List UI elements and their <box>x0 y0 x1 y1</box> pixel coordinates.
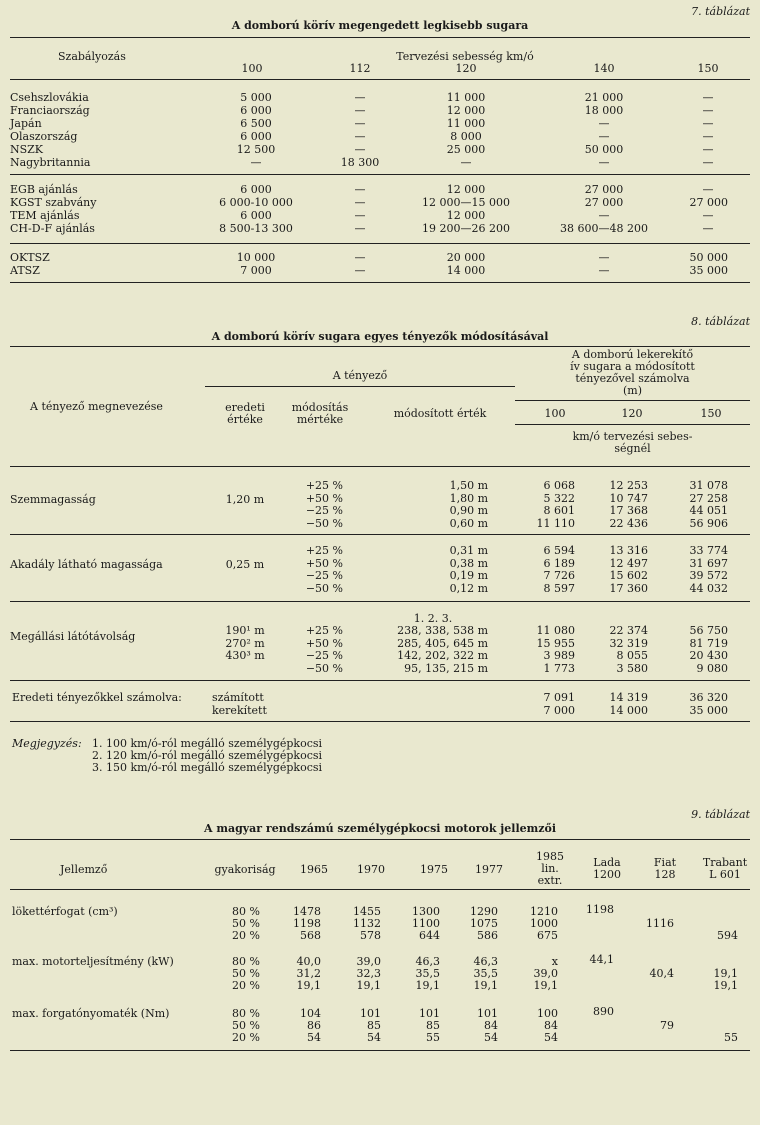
table-cell: 6 594 <box>543 544 575 557</box>
t9-lada-value: 44,1 <box>589 953 614 966</box>
table-cell: 56 750 <box>689 624 728 637</box>
table-cell: 25 000 <box>446 143 486 156</box>
table-cell: — <box>354 251 366 264</box>
t9-header-year-1970: 1970 <box>357 863 385 876</box>
table-cell: 101 <box>477 1007 498 1020</box>
table-cell: — <box>354 143 366 156</box>
table-cell: 1000 <box>530 917 558 930</box>
table-9-label: 9. táblázat <box>691 808 750 821</box>
table-cell: 101 <box>419 1007 440 1020</box>
table-9-title: A magyar rendszámú személygépkocsi motorok jellemzői <box>203 822 557 835</box>
table-cell: — <box>702 130 714 143</box>
table-cell: 6 189 <box>543 556 575 570</box>
table-cell: 39 572 <box>689 569 728 582</box>
t8-header-radius-3: tényezővel számolva <box>575 372 690 385</box>
t8-modified-value: 142, 202, 322 m <box>397 649 488 662</box>
table-row-label: Szemmagasság <box>10 493 96 506</box>
table-cell: 20 430 <box>689 649 728 662</box>
t8-modified-value: 95, 135, 215 m <box>404 661 488 675</box>
table-cell: 31,2 <box>296 967 321 980</box>
table-cell: 31 697 <box>689 556 728 570</box>
table-cell: 7 726 <box>543 569 575 582</box>
t8-mod-value: −25 % <box>305 649 343 662</box>
table-cell: 5 000 <box>240 91 272 104</box>
table-row-label: Akadály látható magassága <box>10 558 163 571</box>
t9-header-trabant: Trabant <box>702 856 748 869</box>
t9-header-1985: lin. <box>541 862 559 875</box>
table-cell: 10 747 <box>609 491 648 505</box>
table-cell: 44 051 <box>689 504 728 517</box>
table-cell: 84 <box>544 1019 558 1032</box>
table-cell: 8 000 <box>450 130 482 143</box>
table-cell: 54 <box>367 1031 381 1044</box>
table-cell: 27 000 <box>584 183 624 196</box>
t8-final-row-label: számított <box>212 691 264 704</box>
table-cell: 55 <box>426 1031 440 1044</box>
table-cell: 18 300 <box>340 156 380 169</box>
t7-header-speed: Tervezési sebesség km/ó <box>396 50 534 63</box>
table-cell: 44 032 <box>689 581 728 595</box>
table-cell: — <box>702 117 714 130</box>
t9-frequency: 20 % <box>232 979 260 992</box>
t8-note: 1. 100 km/ó-ról megálló személygépkocsi <box>92 737 323 750</box>
table-cell: 27 000 <box>584 196 624 209</box>
t8-mod-value: +50 % <box>305 556 343 570</box>
t8-orig-value: 190¹ m <box>225 624 265 637</box>
t8-modified-value: 0,31 m <box>449 544 488 557</box>
t7-speed-150: 150 <box>697 62 719 75</box>
table-cell: 8 055 <box>616 649 648 662</box>
t9-header-fiat: Fiat <box>653 856 677 869</box>
t9-lada-value: 890 <box>593 1005 614 1018</box>
table-cell: — <box>460 156 472 169</box>
table-cell: 17 368 <box>609 504 648 517</box>
table-cell: 12 000 <box>446 104 486 117</box>
t8-subhead: 1. 2. 3. <box>413 612 453 625</box>
table-cell: 644 <box>419 929 440 942</box>
table-row-label: Csehszlovákia <box>10 91 89 104</box>
table-cell: 11 110 <box>536 516 575 530</box>
table-cell: 32,3 <box>356 967 381 980</box>
table-cell: 12 497 <box>609 556 648 570</box>
t8-orig-value: 270² m <box>225 636 265 650</box>
table-cell: 19,1 <box>415 979 440 992</box>
t8-modified-value: 0,12 m <box>449 581 488 595</box>
t8-mod-value: −50 % <box>305 661 343 675</box>
t8-final-label: Eredeti tényezőkkel számolva: <box>12 691 182 704</box>
table-cell: 5 322 <box>543 491 575 505</box>
t8-modified-value: 0,19 m <box>449 569 488 582</box>
table-cell: 6 000 <box>240 183 272 196</box>
t8-modified-value: 0,60 m <box>449 516 488 530</box>
table-cell: 19,1 <box>356 979 381 992</box>
table-row-label: EGB ajánlás <box>10 183 78 196</box>
t9-header-1985: extr. <box>537 874 563 887</box>
t8-mod-value: −25 % <box>305 504 343 517</box>
table-cell: 6 000 <box>240 209 272 222</box>
table-cell: 586 <box>477 929 498 942</box>
table-row-label: ATSZ <box>10 264 40 277</box>
table-cell: 20 000 <box>446 251 486 264</box>
table-cell: 1455 <box>353 905 381 918</box>
t8-mod-value: −25 % <box>305 569 343 582</box>
t9-trabant-value: 19,1 <box>713 979 738 992</box>
table-cell: 54 <box>307 1031 321 1044</box>
t9-trabant-value: 19,1 <box>713 967 738 980</box>
t8-mod-value: +50 % <box>305 636 343 650</box>
t9-header-year-1965: 1965 <box>300 863 328 876</box>
t9-header-freq: gyakoriság <box>214 863 276 876</box>
table-cell: 1132 <box>353 917 381 930</box>
t9-frequency: 50 % <box>232 1019 260 1032</box>
table-cell: — <box>598 251 610 264</box>
table-cell: — <box>250 156 262 169</box>
t8-mod-value: −50 % <box>305 516 343 530</box>
table-cell: 54 <box>484 1031 498 1044</box>
table-cell: — <box>702 156 714 169</box>
t8-modified-value: 1,80 m <box>449 491 488 505</box>
table-cell: 9 080 <box>696 661 728 675</box>
table-cell: 33 774 <box>689 544 728 557</box>
table-cell: 8 597 <box>543 581 575 595</box>
table-cell: 39,0 <box>533 967 558 980</box>
table-cell: 39,0 <box>356 955 381 968</box>
t9-header-char: Jellemző <box>60 863 108 876</box>
t8-header-orig-1: eredeti <box>225 401 265 414</box>
t8-orig-value: 1,20 m <box>225 493 265 506</box>
table-cell: 11 080 <box>536 624 575 637</box>
rule <box>10 1050 750 1051</box>
table-cell: 1 773 <box>543 661 575 675</box>
t8-header-mod-2: mértéke <box>296 413 344 426</box>
table-cell: 50 000 <box>584 143 624 156</box>
t9-frequency: 20 % <box>232 929 260 942</box>
table-cell: 46,3 <box>415 955 440 968</box>
table-cell: — <box>702 104 714 117</box>
table-cell: 1300 <box>412 905 440 918</box>
table-cell: — <box>354 91 366 104</box>
table-cell: 14 319 <box>609 691 648 704</box>
table-cell: 18 000 <box>584 104 624 117</box>
table-cell: — <box>354 117 366 130</box>
table-cell: — <box>702 222 714 235</box>
table-cell: 3 580 <box>616 661 648 675</box>
table-cell: — <box>354 222 366 235</box>
t8-header-radius-4: (m) <box>622 384 642 397</box>
rule <box>10 839 750 840</box>
table-row-label: NSZK <box>10 143 44 156</box>
table-cell: 101 <box>360 1007 381 1020</box>
table-cell: 35 000 <box>689 264 728 277</box>
table-cell: 31 078 <box>689 479 728 492</box>
table-cell: — <box>354 183 366 196</box>
t8-header-modval: módosított érték <box>393 407 487 420</box>
table-cell: — <box>598 264 610 277</box>
table-cell: 6 068 <box>543 479 575 492</box>
table-row-label: Megállási látótávolság <box>10 630 136 643</box>
table-cell: 1478 <box>293 905 321 918</box>
table-cell: 12 000 <box>446 209 486 222</box>
table-cell: — <box>702 183 714 196</box>
table-cell: 50 000 <box>689 251 728 264</box>
table-cell: 35,5 <box>415 967 440 980</box>
t9-trabant-value: 55 <box>724 1031 738 1044</box>
table-cell: 11 000 <box>446 91 486 104</box>
table-cell: — <box>702 143 714 156</box>
table-row-label: Japán <box>10 117 42 130</box>
table-cell: 22 436 <box>609 516 648 530</box>
t8-speed-120: 120 <box>621 407 643 420</box>
table-8-title: A domború körív sugara egyes tényezők módosításával <box>211 330 549 343</box>
table-cell: 14 000 <box>609 704 648 717</box>
table-cell: 7 000 <box>240 264 272 277</box>
table-cell: x <box>551 955 558 968</box>
table-8-label: 8. táblázat <box>691 315 750 328</box>
t9-frequency: 50 % <box>232 967 260 980</box>
table-cell: 21 000 <box>584 91 624 104</box>
t8-speed-150: 150 <box>700 407 722 420</box>
table-cell: 84 <box>484 1019 498 1032</box>
table-cell: 13 316 <box>609 544 648 557</box>
t9-header-trabant: L 601 <box>709 868 741 881</box>
table-cell: 27 258 <box>689 491 728 505</box>
table-cell: 8 601 <box>543 504 575 517</box>
table-cell: — <box>598 117 610 130</box>
table-cell: 6 000-10 000 <box>219 196 293 209</box>
table-row-label: max. motorteljesítmény (kW) <box>12 955 174 968</box>
table-cell: 7 000 <box>543 704 575 717</box>
table-cell: 54 <box>544 1031 558 1044</box>
t8-header-speedunit-1: km/ó tervezési sebes- <box>572 430 693 443</box>
t9-frequency: 80 % <box>232 955 260 968</box>
table-cell: 35 000 <box>689 704 728 717</box>
t8-header-name: A tényező megnevezése <box>30 400 163 413</box>
table-cell: — <box>702 209 714 222</box>
t8-mod-value: +50 % <box>305 491 343 505</box>
t9-trabant-value: 594 <box>717 929 738 942</box>
t8-header-speedunit-2: ségnél <box>614 442 651 455</box>
t9-header-year-1977: 1977 <box>475 863 503 876</box>
t8-header-radius-2: ív sugara a módosított <box>570 360 695 373</box>
table-cell: 12 253 <box>609 479 648 492</box>
table-row-label: CH-D-F ajánlás <box>10 222 95 235</box>
t8-modified-value: 238, 338, 538 m <box>397 624 488 637</box>
table-cell: — <box>354 264 366 277</box>
t8-header-factor: A tényező <box>332 369 388 382</box>
t9-header-lada: 1200 <box>593 868 621 881</box>
t8-final-row-label: kerekített <box>212 704 267 717</box>
t8-header-mod-1: módosítás <box>291 401 349 414</box>
table-row-label: TEM ajánlás <box>10 209 80 222</box>
table-cell: 12 000 <box>446 183 486 196</box>
table-cell: 17 360 <box>609 581 648 595</box>
t8-modified-value: 0,90 m <box>449 504 488 517</box>
table-cell: 15 955 <box>536 636 575 650</box>
table-cell: — <box>354 104 366 117</box>
t8-mod-value: −50 % <box>305 581 343 595</box>
table-cell: 40,0 <box>296 955 321 968</box>
t8-mod-value: +25 % <box>305 479 343 492</box>
table-cell: 3 989 <box>543 649 575 662</box>
t7-header-regulation: Szabályozás <box>58 50 126 63</box>
table-cell: 7 091 <box>543 691 575 704</box>
table-cell: 19 200—26 200 <box>422 222 510 235</box>
t7-speed-112: 112 <box>349 62 371 75</box>
table-cell: 19,1 <box>473 979 498 992</box>
table-cell: — <box>598 130 610 143</box>
table-cell: 1075 <box>470 917 498 930</box>
table-cell: 1210 <box>530 905 558 918</box>
table-cell: — <box>598 156 610 169</box>
table-row-label: Nagybritannia <box>10 156 91 169</box>
rule <box>10 889 750 890</box>
table-cell: 100 <box>537 1007 558 1020</box>
table-cell: 1290 <box>470 905 498 918</box>
table-cell: 568 <box>300 929 321 942</box>
t9-header-year-1975: 1975 <box>420 863 448 876</box>
table-cell: 22 374 <box>609 624 648 637</box>
t8-mod-value: +25 % <box>305 544 343 557</box>
table-cell: 6 000 <box>240 104 272 117</box>
table-cell: 19,1 <box>533 979 558 992</box>
t8-header-radius-1: A domború lekerekítő <box>571 348 694 361</box>
table-7-label: 7. táblázat <box>691 5 750 18</box>
table-row-label: KGST szabvány <box>10 196 97 209</box>
table-row-label: Olaszország <box>10 130 78 143</box>
t7-speed-140: 140 <box>593 62 615 75</box>
table-cell: 85 <box>426 1019 440 1032</box>
table-cell: 36 320 <box>689 691 728 704</box>
table-7-title: A domború körív megengedett legkisebb sugara <box>231 19 529 32</box>
table-cell: 1198 <box>293 917 321 930</box>
table-cell: 1100 <box>412 917 440 930</box>
t9-header-1985: 1985 <box>536 850 564 863</box>
t9-header-lada: Lada <box>593 856 621 869</box>
table-cell: 12 500 <box>236 143 276 156</box>
table-row-label: OKTSZ <box>10 251 50 264</box>
table-cell: — <box>598 209 610 222</box>
t8-note-label: Megjegyzés: <box>12 737 82 750</box>
table-cell: 46,3 <box>473 955 498 968</box>
table-cell: 81 719 <box>689 636 728 650</box>
table-cell: 38 600—48 200 <box>560 222 648 235</box>
table-cell: 86 <box>307 1019 321 1032</box>
t9-frequency: 80 % <box>232 1007 260 1020</box>
t8-modified-value: 285, 405, 645 m <box>397 636 488 650</box>
table-cell: 15 602 <box>609 569 648 582</box>
table-cell: 35,5 <box>473 967 498 980</box>
table-cell: — <box>354 196 366 209</box>
table-cell: 32 319 <box>609 636 648 650</box>
t9-frequency: 20 % <box>232 1031 260 1044</box>
table-row-label: Franciaország <box>10 104 90 117</box>
t9-frequency: 80 % <box>232 905 260 918</box>
table-cell: 675 <box>537 929 558 942</box>
t8-note: 2. 120 km/ó-ról megálló személygépkocsi <box>92 749 323 762</box>
t8-orig-value: 0,25 m <box>225 558 265 571</box>
t7-speed-120: 120 <box>455 62 477 75</box>
table-cell: 10 000 <box>236 251 276 264</box>
table-cell: 56 906 <box>689 516 728 530</box>
t8-orig-value: 430³ m <box>225 649 265 662</box>
table-cell: 11 000 <box>446 117 486 130</box>
t9-fiat-value: 40,4 <box>649 967 674 980</box>
table-row-label: max. forgatónyomaték (Nm) <box>12 1007 170 1020</box>
table-cell: 578 <box>360 929 381 942</box>
t8-mod-value: +25 % <box>305 624 343 637</box>
t8-modified-value: 0,38 m <box>449 556 488 570</box>
table-cell: 8 500-13 300 <box>219 222 293 235</box>
t8-header-orig-2: értéke <box>227 413 263 426</box>
table-cell: 14 000 <box>446 264 486 277</box>
table-cell: 6 500 <box>240 117 272 130</box>
table-cell: 27 000 <box>689 196 728 209</box>
table-cell: 19,1 <box>296 979 321 992</box>
t9-header-fiat: 128 <box>654 868 676 881</box>
table-cell: 85 <box>367 1019 381 1032</box>
t9-frequency: 50 % <box>232 917 260 930</box>
table-row-label: lökettérfogat (cm³) <box>12 905 118 918</box>
t8-speed-100: 100 <box>544 407 566 420</box>
t9-lada-value: 1198 <box>586 903 614 916</box>
table-cell: — <box>354 130 366 143</box>
table-cell: 104 <box>300 1007 321 1020</box>
t7-speed-100: 100 <box>241 62 263 75</box>
table-cell: 6 000 <box>240 130 272 143</box>
table-cell: — <box>354 209 366 222</box>
table-cell: — <box>702 91 714 104</box>
t9-fiat-value: 1116 <box>646 917 674 930</box>
table-cell: 12 000—15 000 <box>422 196 510 209</box>
t9-fiat-value: 79 <box>660 1019 674 1032</box>
t8-note: 3. 150 km/ó-ról megálló személygépkocsi <box>92 761 323 774</box>
t8-modified-value: 1,50 m <box>449 479 488 492</box>
